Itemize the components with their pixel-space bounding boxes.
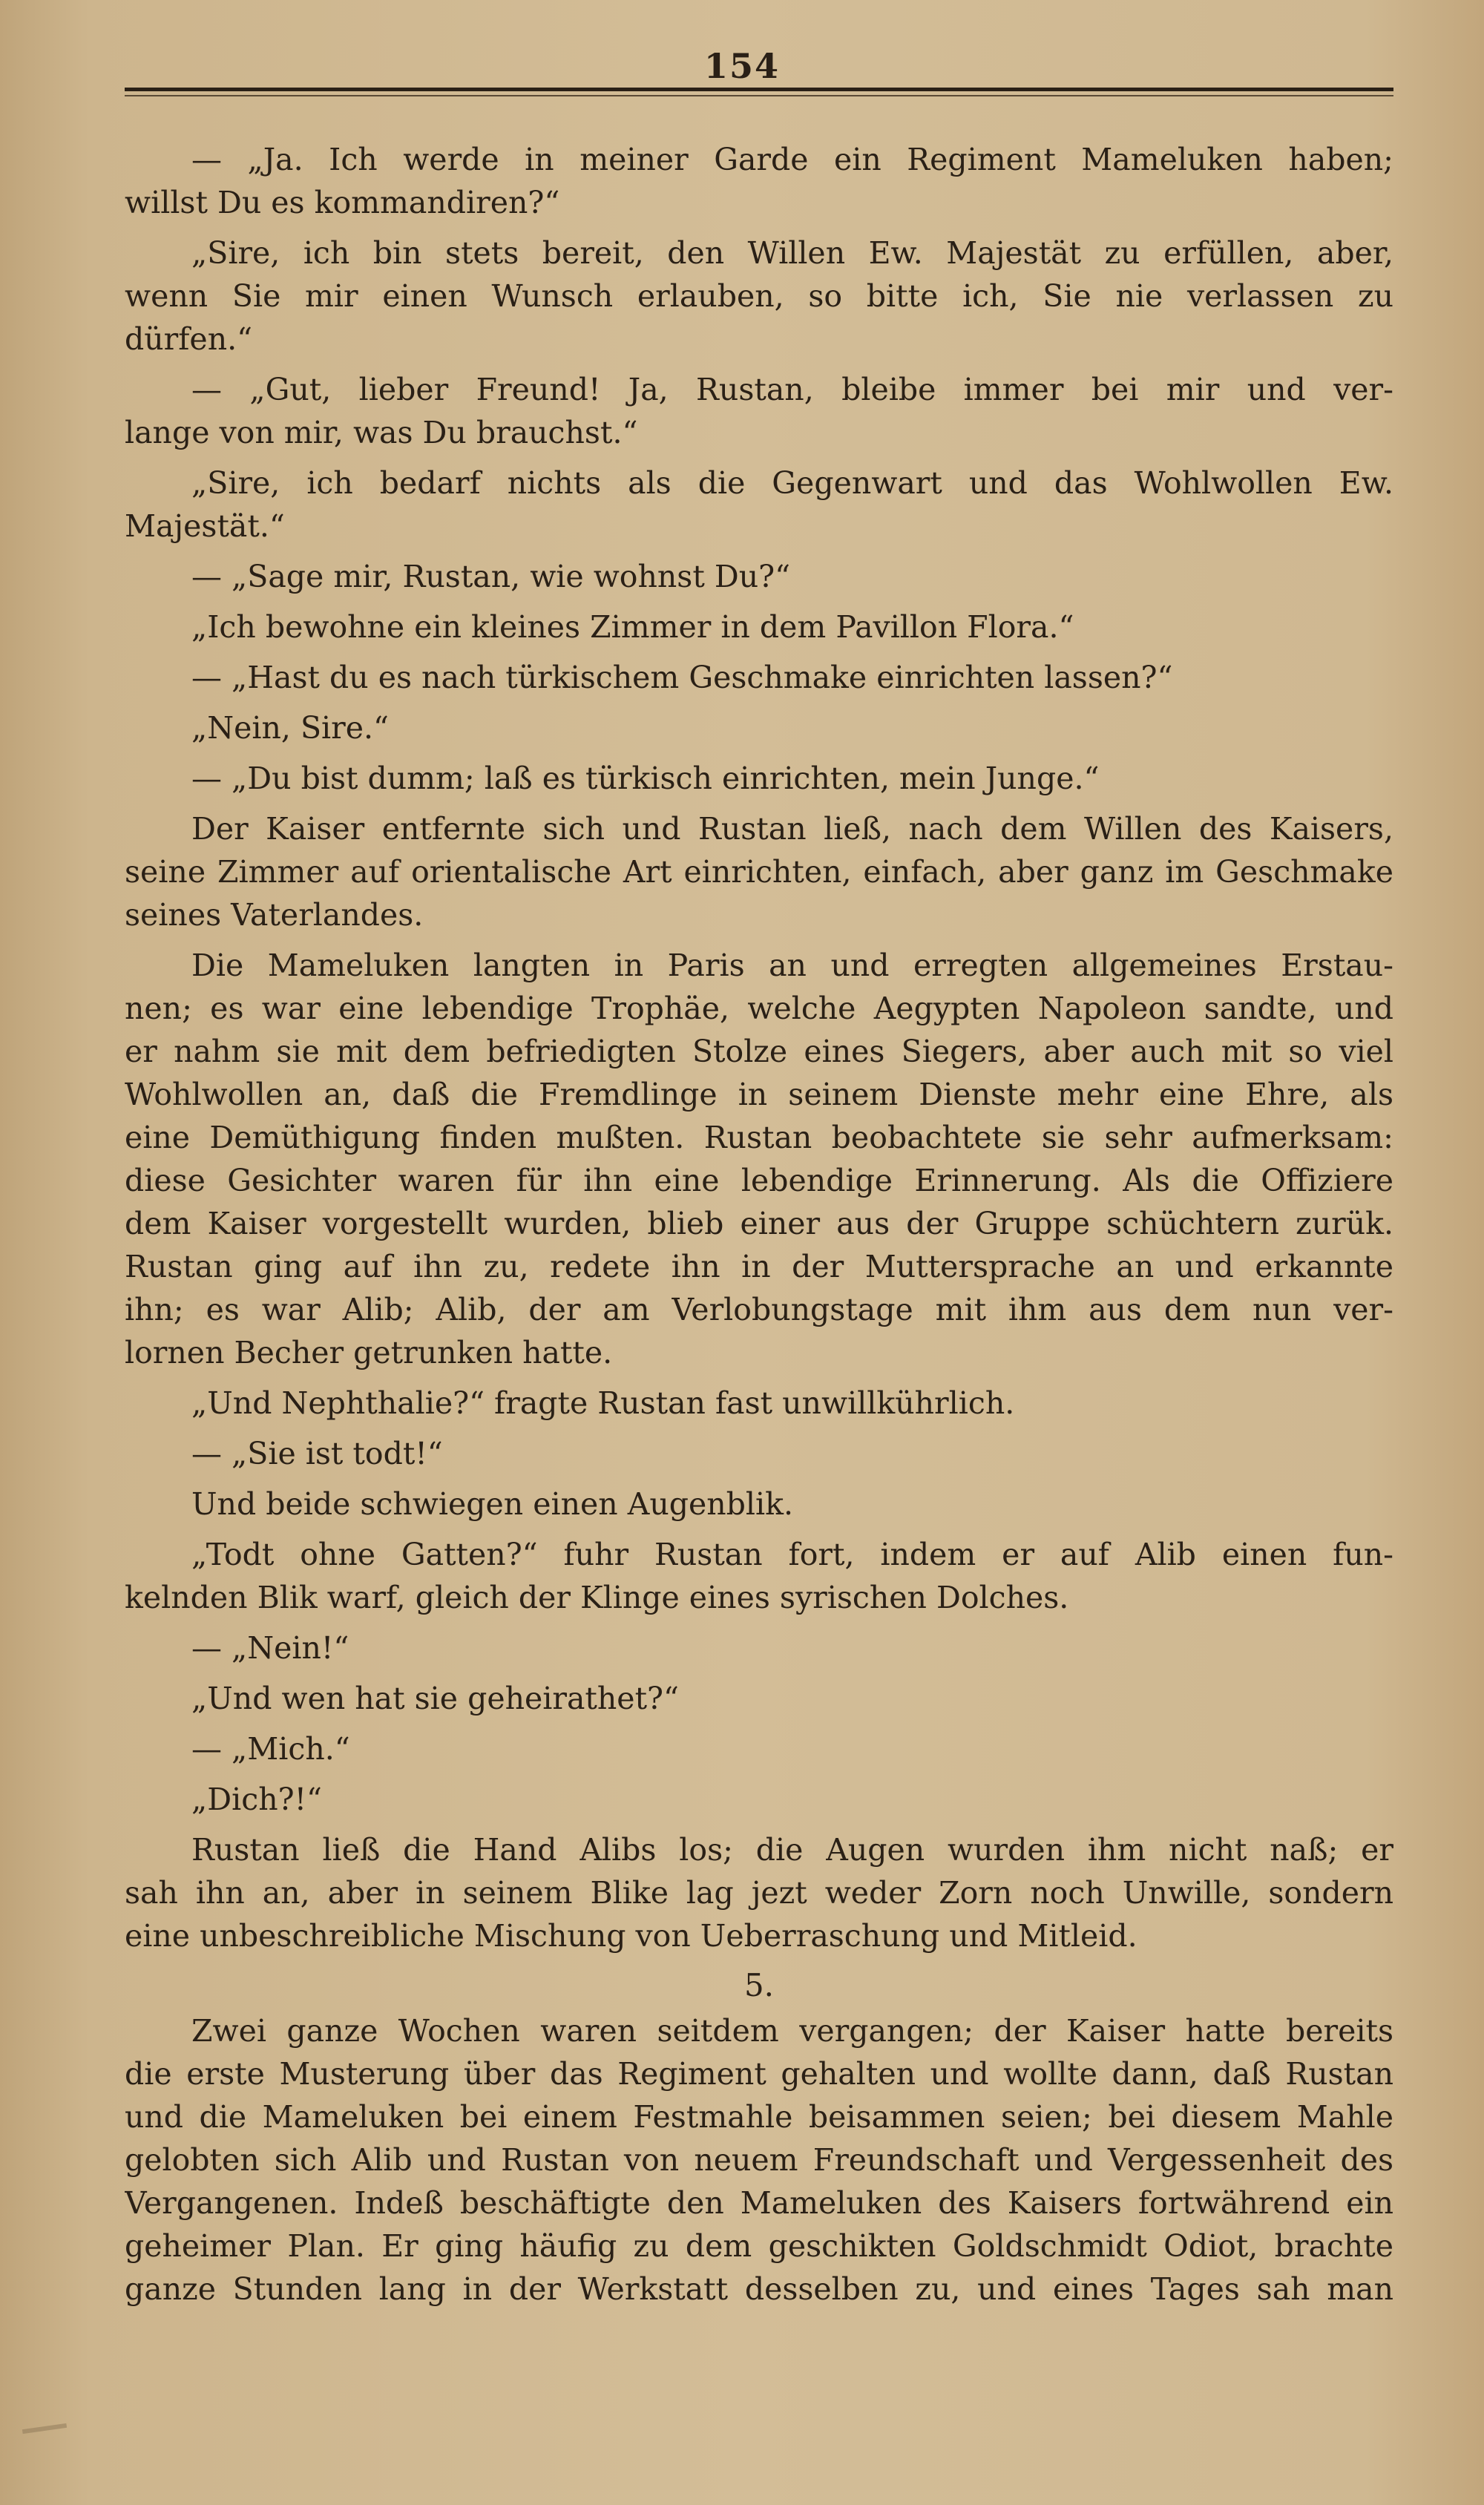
text-line: nen; es war eine lebendige Trophäe, welche Aegypten Napoleon sandte, und bbox=[125, 991, 1393, 1026]
text-line: lange von mir, was Du brauchst.“ bbox=[125, 415, 638, 450]
text-line: — „Du bist dumm; laß es türkisch einrichten, mein Junge.“ bbox=[191, 761, 1100, 796]
text-line: „Sire, ich bin stets bereit, den Willen Ew. Majestät zu erfüllen, aber, bbox=[191, 235, 1393, 271]
text-line: eine Demüthigung finden mußten. Rustan beobachtete sie sehr aufmerksam: bbox=[125, 1120, 1393, 1155]
text-line: gelobten sich Alib und Rustan von neuem Freundschaft und Vergessenheit des bbox=[125, 2142, 1393, 2178]
text-line: Der Kaiser entfernte sich und Rustan ließ, nach dem Willen des Kaisers, bbox=[191, 811, 1393, 847]
text-line: — „Sie ist todt!“ bbox=[191, 1436, 443, 1471]
text-line: seines Vaterlandes. bbox=[125, 897, 424, 933]
text-line: wenn Sie mir einen Wunsch erlauben, so bitte ich, Sie nie verlassen zu bbox=[125, 278, 1393, 314]
text-line: diese Gesichter waren für ihn eine lebendige Erinnerung. Als die Offiziere bbox=[125, 1163, 1393, 1198]
text-line: — „Nein!“ bbox=[191, 1630, 349, 1666]
text-line: Rustan ließ die Hand Alibs los; die Augen wurden ihm nicht naß; er bbox=[191, 1832, 1393, 1868]
text-line: „Nein, Sire.“ bbox=[191, 710, 390, 746]
text-line: seine Zimmer auf orientalische Art einrichten, einfach, aber ganz im Geschmake bbox=[125, 854, 1393, 890]
text-line: Majestät.“ bbox=[125, 508, 285, 544]
text-line: er nahm sie mit dem befriedigten Stolze eines Siegers, aber auch mit so viel bbox=[125, 1034, 1393, 1069]
text-line: lornen Becher getrunken hatte. bbox=[125, 1335, 613, 1370]
text-line: ihn; es war Alib; Alib, der am Verlobungstage mit ihm aus dem nun ver- bbox=[125, 1292, 1393, 1327]
text-line: „Sire, ich bedarf nichts als die Gegenwart und das Wohlwollen Ew. bbox=[191, 465, 1393, 501]
text-line: — „Hast du es nach türkischem Geschmake einrichten lassen?“ bbox=[191, 660, 1173, 695]
header-rule bbox=[125, 88, 1393, 91]
text-line: Zwei ganze Wochen waren seitdem vergangen; der Kaiser hatte bereits bbox=[191, 2013, 1393, 2049]
text-line: — „Mich.“ bbox=[191, 1731, 350, 1767]
text-line: eine unbeschreibliche Mischung von Ueberraschung und Mitleid. bbox=[125, 1918, 1137, 1954]
text-line: Vergangenen. Indeß beschäftigte den Mameluken des Kaisers fortwährend ein bbox=[125, 2185, 1393, 2221]
page-number: 154 bbox=[703, 46, 781, 86]
section-number: 5. bbox=[743, 1967, 775, 2003]
text-line: „Und Nephthalie?“ fragte Rustan fast unwillkührlich. bbox=[191, 1385, 1015, 1421]
text-line: „Und wen hat sie geheirathet?“ bbox=[191, 1681, 679, 1716]
text-line: „Ich bewohne ein kleines Zimmer in dem Pavillon Flora.“ bbox=[191, 609, 1074, 645]
text-line: willst Du es kommandiren?“ bbox=[125, 185, 560, 220]
text-line: dürfen.“ bbox=[125, 321, 253, 357]
text-line: Und beide schwiegen einen Augenblik. bbox=[191, 1486, 793, 1522]
text-line: und die Mameluken bei einem Festmahle beisammen seien; bei diesem Mahle bbox=[125, 2099, 1393, 2135]
body-text bbox=[125, 138, 1393, 2311]
text-line: sah ihn an, aber in seinem Blike lag jezt weder Zorn noch Unwille, sondern bbox=[125, 1875, 1393, 1911]
text-line: ganze Stunden lang in der Werkstatt desselben zu, und eines Tages sah man bbox=[125, 2271, 1393, 2307]
text-line: — „Gut, lieber Freund! Ja, Rustan, bleibe immer bei mir und ver- bbox=[191, 372, 1393, 407]
header-rule-thin bbox=[125, 95, 1393, 96]
text-line: — „Sage mir, Rustan, wie wohnst Du?“ bbox=[191, 559, 791, 594]
text-line: „Todt ohne Gatten?“ fuhr Rustan fort, indem er auf Alib einen fun- bbox=[191, 1537, 1393, 1572]
text-line: geheimer Plan. Er ging häufig zu dem geschikten Goldschmidt Odiot, brachte bbox=[125, 2228, 1393, 2264]
text-line: kelnden Blik warf, gleich der Klinge eines syrischen Dolches. bbox=[125, 1580, 1069, 1615]
text-line: Wohlwollen an, daß die Fremdlinge in seinem Dienste mehr eine Ehre, als bbox=[125, 1077, 1393, 1112]
text-line: Rustan ging auf ihn zu, redete ihn in der Muttersprache an und erkannte bbox=[125, 1249, 1393, 1284]
text-line: die erste Musterung über das Regiment gehalten und wollte dann, daß Rustan bbox=[125, 2056, 1393, 2092]
paper-smudge bbox=[22, 2423, 67, 2434]
text-line: Die Mameluken langten in Paris an und erregten allgemeines Erstau- bbox=[191, 948, 1393, 983]
text-line: dem Kaiser vorgestellt wurden, blieb einer aus der Gruppe schüchtern zurük. bbox=[125, 1206, 1393, 1241]
text-line: „Dich?!“ bbox=[191, 1782, 323, 1817]
text-line: — „Ja. Ich werde in meiner Garde ein Regiment Mameluken haben; bbox=[191, 142, 1393, 177]
